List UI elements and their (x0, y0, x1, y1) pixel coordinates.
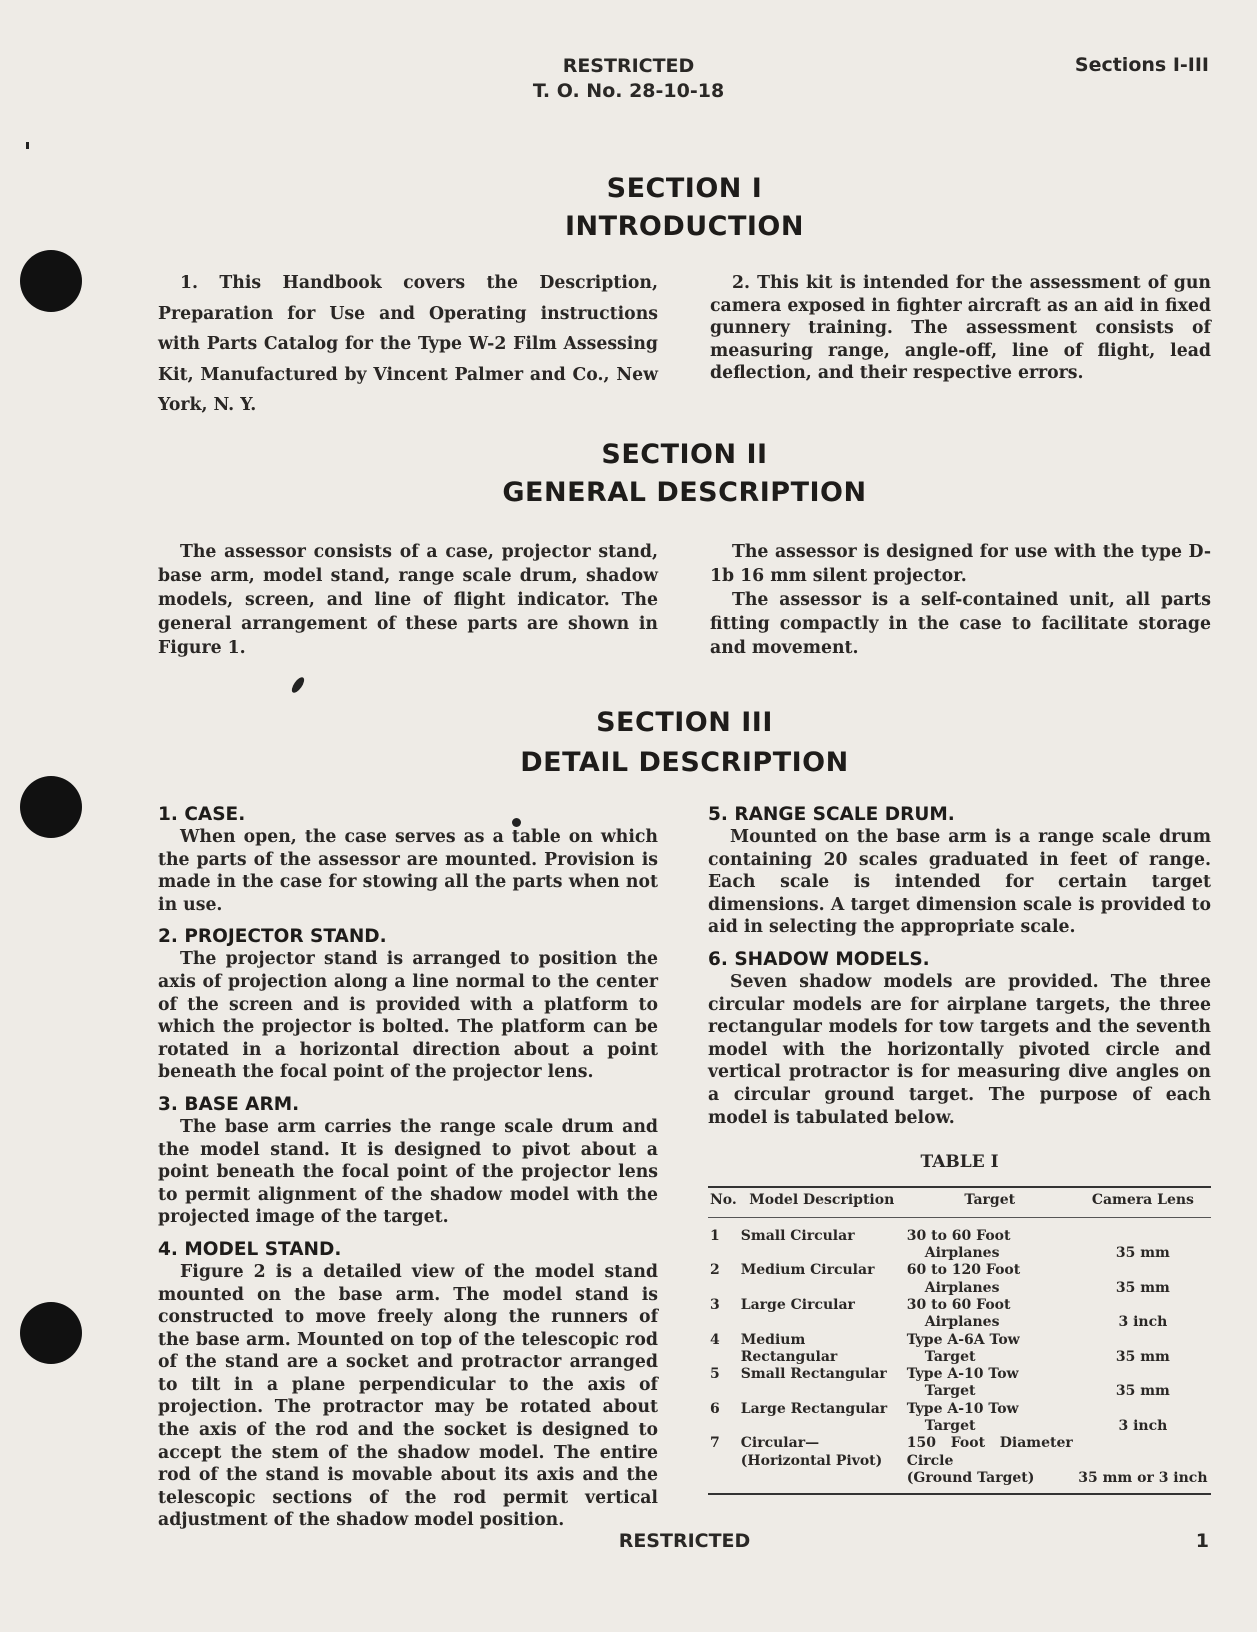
row-number: 6 (710, 1400, 720, 1417)
model-description: Large Rectangular (740, 1400, 888, 1417)
cell-no (708, 1332, 739, 1367)
cell-lens (1075, 1401, 1211, 1436)
model-description: Small Rectangular (740, 1366, 887, 1383)
cell-model (739, 1262, 905, 1297)
cell-model (739, 1366, 905, 1401)
cell-target (905, 1401, 1075, 1436)
camera-lens: 35 mm (1115, 1383, 1170, 1400)
target-line-2: Airplanes (924, 1245, 1000, 1262)
table-row (708, 1217, 1211, 1262)
target-line-1: Type A-10 Tow (906, 1366, 1019, 1383)
table-row (708, 1401, 1211, 1436)
section2-paragraph-3: The assessor is a self-contained unit, all parts fitting compactly in the case to facilitate storage and movement. (710, 590, 1211, 658)
section3-title: DETAIL DESCRIPTION (520, 747, 849, 778)
model-stand-heading: 4. MODEL STAND. (158, 1238, 342, 1260)
table-row (708, 1262, 1211, 1297)
camera-lens: 3 inch (1118, 1417, 1168, 1434)
cell-model (739, 1401, 905, 1436)
row-number: 2 (710, 1262, 720, 1279)
range-scale-drum-heading: 5. RANGE SCALE DRUM. (708, 804, 955, 825)
section1-paragraph-1: 1. This Handbook covers the Description, Preparation for Use and Operating instructions with Parts Catalog for the Type W-2 Film Assessing Kit, Manufactured by Vincent Palmer and Co., New York, N. Y. (158, 273, 658, 415)
target-line-1: Type A-6A Tow (906, 1331, 1020, 1348)
cell-no (708, 1217, 739, 1262)
target-line-2: Airplanes (924, 1279, 1000, 1296)
target-line-1: 30 to 60 Foot (906, 1296, 1011, 1313)
base-arm-text: The base arm carries the range scale drum and the model stand. It is designed to pivot about a point beneath the focal point of the projector lens to permit alignment of the shadow model with the projected image of the target. (158, 1116, 658, 1228)
cell-lens (1075, 1297, 1211, 1332)
shadow-models-text: Seven shadow models are provided. The three circular models are for airplane targets, the three rectangular models for tow targets and the seventh model with the horizontally pivoted circle and vertical protractor is for measuring dive angles on a circular ground target. The purpose of each model is tabulated below. (708, 971, 1211, 1128)
section2-title: GENERAL DESCRIPTION (502, 477, 867, 508)
cell-lens (1075, 1435, 1211, 1494)
col-header-model: Model Description (749, 1191, 895, 1208)
header-order-number: T. O. No. 28-10-18 (532, 80, 725, 102)
cell-model (739, 1217, 905, 1262)
table-body (708, 1217, 1211, 1494)
case-text: When open, the case serves as a table on which the parts of the assessor are mounted. Provision is made in the case for stowing all the parts when not in use. (158, 827, 658, 915)
section2-paragraph-1: The assessor consists of a case, projector stand, base arm, model stand, range scale drum, shadow models, screen, and line of flight indicator. The general arrangement of these parts are shown in Figure 1. (158, 542, 658, 658)
row-number: 3 (710, 1296, 720, 1313)
cell-no (708, 1262, 739, 1297)
cell-target (905, 1366, 1075, 1401)
table-row (708, 1435, 1211, 1494)
row-number: 7 (710, 1435, 720, 1452)
camera-lens: 35 mm (1115, 1279, 1170, 1296)
binder-hole-top (20, 250, 82, 312)
target-line-1: 150 Foot Diameter Circle (906, 1435, 1073, 1469)
col-header-lens: Camera Lens (1091, 1191, 1194, 1208)
range-scale-drum-text: Mounted on the base arm is a range scale drum containing 20 scales graduated in feet of range. Each scale is intended for certain target dimensions. A target dimension scale is provided to aid in selecting the appropriate scale. (708, 827, 1211, 938)
cell-target (905, 1435, 1075, 1494)
target-line-2: Airplanes (924, 1314, 1000, 1331)
scan-mark (26, 142, 29, 149)
table-row (708, 1297, 1211, 1332)
binder-hole-middle (20, 776, 82, 838)
section1-title: INTRODUCTION (565, 211, 804, 242)
cell-no (708, 1401, 739, 1436)
target-line-2: Target (924, 1383, 976, 1400)
table-title: TABLE I (920, 1152, 999, 1173)
footer-classification: RESTRICTED (618, 1530, 751, 1552)
binder-hole-bottom (20, 1302, 82, 1364)
model-description-2: (Horizontal Pivot) (740, 1452, 883, 1469)
model-stand-text: Figure 2 is a detailed view of the model stand mounted on the base arm. The model stand is constructed to move freely along the runners of the base arm. Mounted on top of the telescopic rod of the stand are a socket and protractor arranged to tilt in a plane perpendicular to the axis of projection. The protractor may be rotated about the axis of the rod and the socket is designed to accept the stem of the shadow model. The entire rod of the stand is movable about its axis and the telescopic sections of the rod permit vertical adjustment of the shadow model position. (158, 1261, 658, 1531)
col-header-no: No. (710, 1191, 737, 1208)
model-description: Circular— (740, 1435, 820, 1452)
table-row (708, 1332, 1211, 1367)
base-arm-heading: 3. BASE ARM. (158, 1093, 300, 1115)
section3-right-column (708, 804, 1211, 1495)
cell-no (708, 1297, 739, 1332)
cell-lens (1075, 1366, 1211, 1401)
section1-paragraph-2: 2. This kit is intended for the assessment of gun camera exposed in fighter aircraft as an aid in fixed gunnery training. The assessment consists of measuring range, angle-off, line of flight, lead deflection, and their respective errors. (710, 273, 1211, 384)
shadow-models-table (708, 1186, 1211, 1495)
target-line-2: Target (924, 1348, 976, 1365)
cell-lens (1075, 1262, 1211, 1297)
cell-target (905, 1217, 1075, 1262)
section3-left-column (158, 804, 658, 1532)
camera-lens: 35 mm or 3 inch (1078, 1469, 1208, 1486)
section2-heading: SECTION II (601, 439, 768, 470)
cell-no (708, 1366, 739, 1401)
section1-left-column (158, 268, 658, 421)
cell-target (905, 1332, 1075, 1367)
cell-model (739, 1435, 905, 1494)
section3-heading: SECTION III (596, 707, 773, 738)
section2-left-column (158, 540, 658, 660)
row-number: 5 (710, 1366, 720, 1383)
col-header-target: Target (964, 1191, 1016, 1208)
section2-paragraph-2: The assessor is designed for use with the type D-1b 16 mm silent projector. (710, 542, 1211, 586)
row-number: 1 (710, 1227, 720, 1244)
model-description: Medium Rectangular (740, 1331, 838, 1365)
page-header (0, 54, 1257, 104)
target-line-1: Type A-10 Tow (906, 1400, 1019, 1417)
model-description: Medium Circular (740, 1262, 875, 1279)
target-line-2: (Ground Target) (906, 1469, 1035, 1486)
target-line-1: 60 to 120 Foot (906, 1262, 1021, 1279)
ink-blot (290, 675, 307, 694)
cell-target (905, 1262, 1075, 1297)
section2-right-column (710, 540, 1211, 660)
page-number: 1 (1195, 1530, 1209, 1552)
shadow-models-heading: 6. SHADOW MODELS. (708, 948, 930, 970)
model-description: Small Circular (740, 1227, 855, 1244)
target-line-2: Target (924, 1417, 976, 1434)
header-sections-range: Sections I-III (1074, 54, 1209, 76)
section1-right-column (710, 272, 1211, 385)
header-classification: RESTRICTED (562, 55, 695, 77)
cell-lens (1075, 1217, 1211, 1262)
cell-no (708, 1435, 739, 1494)
case-heading: 1. CASE. (158, 804, 246, 825)
projector-stand-heading: 2. PROJECTOR STAND. (158, 926, 387, 948)
model-description: Large Circular (740, 1296, 855, 1313)
row-number: 4 (710, 1331, 720, 1348)
cell-model (739, 1297, 905, 1332)
target-line-1: 30 to 60 Foot (906, 1227, 1011, 1244)
camera-lens: 3 inch (1118, 1314, 1168, 1331)
projector-stand-text: The projector stand is arranged to position the axis of projection along a line normal to the center of the screen and is provided with a platform to which the projector is bolted. The platform can be rotated in a horizontal direction about a point beneath the focal point of the projector lens. (158, 949, 658, 1083)
cell-lens (1075, 1332, 1211, 1367)
table-header-row (708, 1187, 1211, 1218)
camera-lens: 35 mm (1115, 1245, 1170, 1262)
cell-model (739, 1332, 905, 1367)
camera-lens: 35 mm (1115, 1348, 1170, 1365)
cell-target (905, 1297, 1075, 1332)
section1-heading: SECTION I (606, 173, 763, 204)
table-row (708, 1366, 1211, 1401)
